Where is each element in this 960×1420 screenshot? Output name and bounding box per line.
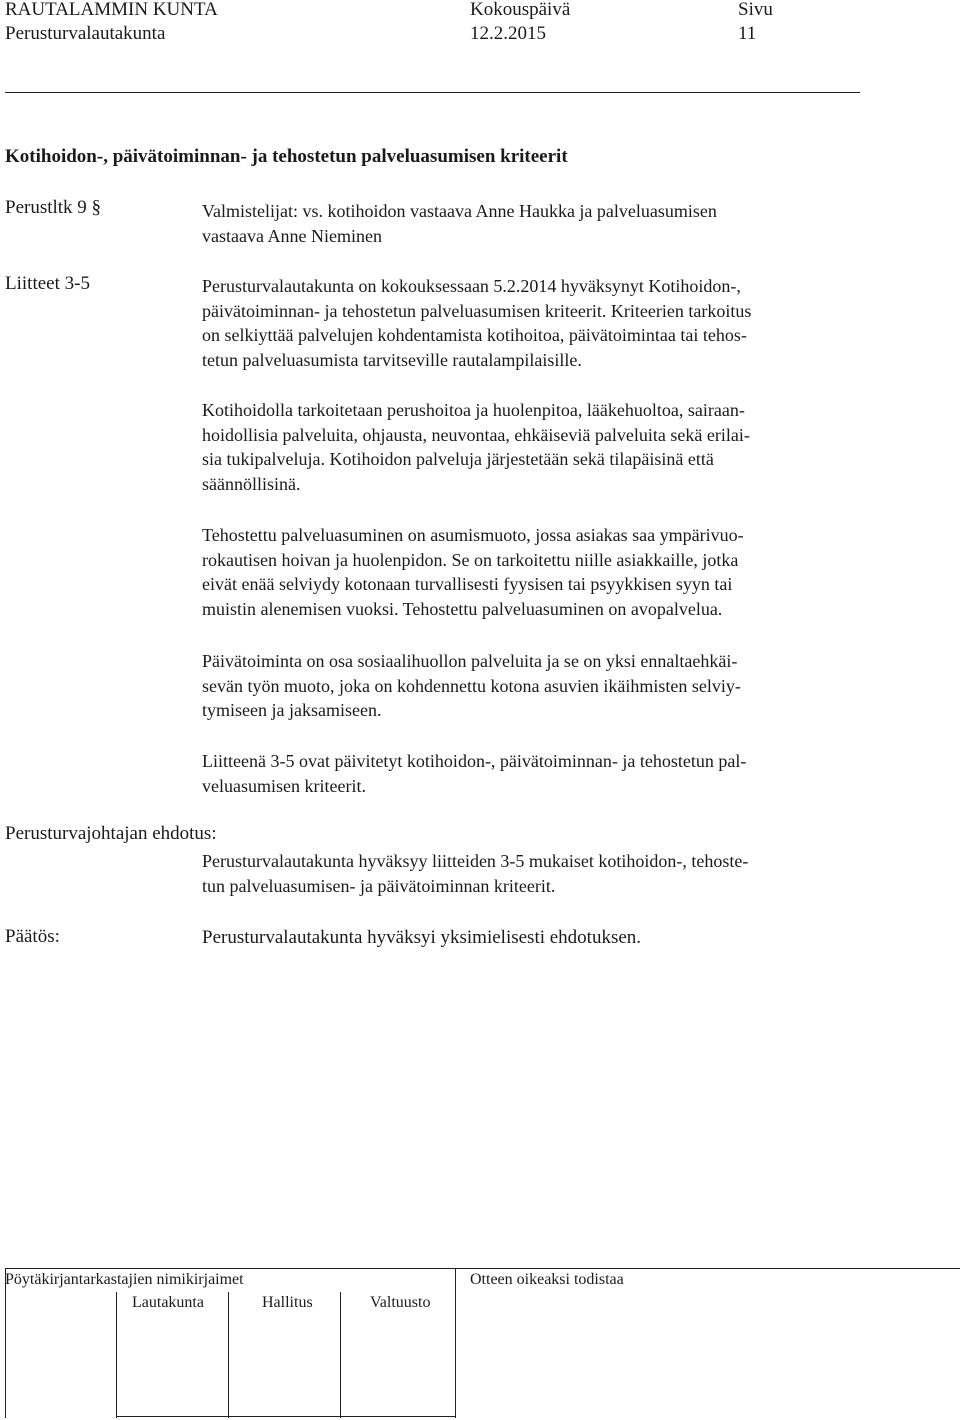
- paragraph-line: Kotihoidolla tarkoitetaan perushoitoa ja huolenpitoa, lääkehuoltoa, sairaan-: [202, 400, 745, 420]
- attachments-label: Liitteet 3-5: [5, 273, 90, 294]
- paragraph-line: on selkiyttää palvelujen kohdentamista kotihoitoa, päivätoimintaa tai tehos-: [202, 325, 747, 345]
- page-number: 11: [738, 23, 757, 44]
- paragraph-line: muistin alenemisen vuoksi. Tehostettu palveluasuminen on avopalvelua.: [202, 598, 723, 619]
- paragraph-line: päivätoiminnan- ja tehostetun palveluasumisen kriteerit. Kriteerien tarkoitus: [202, 300, 752, 321]
- paragraph-1: [202, 274, 867, 372]
- sig-box-divider-3: [340, 1292, 341, 1418]
- paragraph-line: Liitteenä 3-5 ovat päivitetyt kotihoidon-, päivätoiminnan- ja tehostetun pal-: [202, 751, 747, 771]
- body-lautakunta: Lautakunta: [132, 1294, 204, 1311]
- sig-box-divider-1: [116, 1292, 117, 1418]
- proposal-line: tun palveluasumisen- ja päivätoiminnan kriteerit.: [202, 875, 556, 896]
- paragraph-line: eivät enää selviydy kotonaan turvallisesti fyysisen tai psyykkisen syyn tai: [202, 574, 733, 594]
- section-label: Perustltk 9 §: [5, 197, 102, 218]
- document-title: Kotihoidon-, päivätoiminnan- ja tehostetun palveluasumisen kriteerit: [5, 146, 568, 167]
- paragraph-line: Päivätoiminta on osa sosiaalihuollon palveluita ja se on yksi ennaltaehkäi-: [202, 651, 738, 671]
- sig-box-left-edge: [5, 1268, 6, 1418]
- body-valtuusto: Valtuusto: [370, 1294, 431, 1311]
- paragraph-line: rokautisen hoivan ja huolenpidon. Se on tarkoitettu niille asiakkaille, jotka: [202, 549, 739, 570]
- proposal-label: Perusturvajohtajan ehdotus:: [5, 823, 217, 844]
- sig-box-divider-4: [455, 1268, 456, 1418]
- decision-label: Päätös:: [5, 926, 60, 947]
- date-label: Kokouspäivä: [470, 0, 571, 20]
- meeting-date: 12.2.2015: [470, 23, 546, 44]
- decision-text: Perusturvalautakunta hyväksyi yksimielisesti ehdotuksen.: [202, 927, 642, 948]
- decision-text-block: [202, 926, 867, 951]
- organization-name: RAUTALAMMIN KUNTA: [5, 0, 218, 20]
- preparers-block: [202, 199, 867, 248]
- proposal-text: [202, 849, 867, 898]
- paragraph-line: Tehostettu palveluasuminen on asumismuoto, jossa asiakas saa ympärivuo-: [202, 525, 744, 545]
- paragraph-line: tetun palveluasumista tarvitseville rautalampilaisille.: [202, 349, 582, 370]
- paragraph-5: [202, 749, 867, 798]
- paragraph-line: säännöllisinä.: [202, 473, 301, 494]
- certified-label: Otteen oikeaksi todistaa: [470, 1271, 624, 1288]
- sig-box-bottom: [116, 1416, 456, 1417]
- preparers-line: Valmistelijat: vs. kotihoidon vastaava Anne Haukka ja palveluasumisen: [202, 201, 717, 221]
- proposal-line: Perusturvalautakunta hyväksyy liitteiden 3-5 mukaiset kotihoidon-, tehoste-: [202, 851, 749, 871]
- paragraph-line: tymiseen ja jaksamiseen.: [202, 700, 382, 720]
- paragraph-4: [202, 649, 867, 723]
- paragraph-2: [202, 398, 867, 496]
- page-label: Sivu: [738, 0, 773, 20]
- sig-box-divider-2: [228, 1292, 229, 1418]
- paragraph-line: sia tukipalveluja. Kotihoidon palveluja järjestetään sekä tilapäisinä että: [202, 449, 714, 469]
- header-rule: [5, 92, 860, 93]
- signatures-label: Pöytäkirjantarkastajien nimikirjaimet: [5, 1271, 244, 1288]
- body-hallitus: Hallitus: [262, 1294, 313, 1311]
- preparers-line: vastaava Anne Nieminen: [202, 225, 382, 246]
- paragraph-line: hoidollisia palveluita, ohjausta, neuvontaa, ehkäiseviä palveluita sekä erilai-: [202, 424, 750, 445]
- paragraph-line: Perusturvalautakunta on kokouksessaan 5.2.2014 hyväksynyt Kotihoidon-,: [202, 276, 741, 296]
- footer-top-rule: [5, 1268, 960, 1269]
- paragraph-3: [202, 523, 867, 621]
- paragraph-line: sevän työn muoto, joka on kohdennettu kotona asuvien ikäihmisten selviy-: [202, 675, 741, 696]
- paragraph-line: veluasumisen kriteerit.: [202, 775, 366, 796]
- board-name: Perusturvalautakunta: [5, 23, 166, 44]
